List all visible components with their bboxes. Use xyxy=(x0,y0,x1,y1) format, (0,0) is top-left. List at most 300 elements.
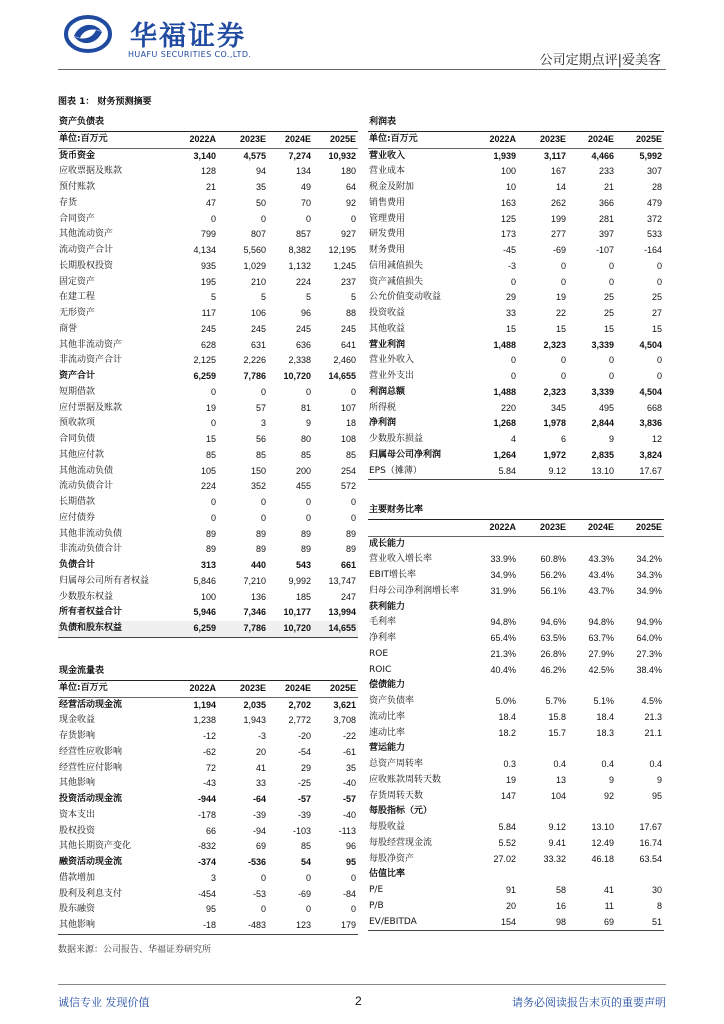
row-label: 长期股权投资 xyxy=(59,260,114,271)
row-value: 18.4 xyxy=(498,711,516,722)
row-value: 440 xyxy=(250,560,266,570)
row-label: 融资活动现金流 xyxy=(59,857,123,867)
row-value: 29 xyxy=(505,292,516,303)
row-value xyxy=(518,804,568,820)
row-value: 108 xyxy=(340,434,356,444)
table-row xyxy=(368,536,664,552)
company-name-cn: 华福证券 xyxy=(130,21,246,52)
row-value: 50 xyxy=(255,197,266,208)
row-value: -57 xyxy=(342,794,356,804)
table-row xyxy=(58,180,358,196)
table-row xyxy=(58,275,358,291)
table-row xyxy=(368,867,664,883)
row-label: 成长能力 xyxy=(369,538,406,549)
row-value: 106 xyxy=(250,308,266,318)
row-value: 9 xyxy=(305,418,311,429)
row-value: 4,504 xyxy=(639,339,663,350)
row-label: 每股经营现金流 xyxy=(369,837,433,848)
row-value: 9.12 xyxy=(548,822,566,832)
row-value: 94.6% xyxy=(540,617,566,628)
row-value: 22 xyxy=(555,308,566,318)
row-label: 资产合计 xyxy=(59,371,96,381)
row-value: 43.4% xyxy=(588,570,614,580)
row-value: 147 xyxy=(500,790,516,801)
row-value: 4.5% xyxy=(641,696,663,706)
row-value: 31.9% xyxy=(490,585,516,596)
row-value: 7,274 xyxy=(288,150,311,161)
table-row xyxy=(58,713,358,729)
table-row xyxy=(368,663,664,679)
row-value: 96 xyxy=(300,308,311,318)
row-value: 85 xyxy=(300,449,311,460)
row-value: 0 xyxy=(260,497,266,507)
row-value: 95 xyxy=(345,857,356,867)
row-value: -40 xyxy=(342,778,356,789)
row-value: 16 xyxy=(555,900,566,911)
row-value: 94.8% xyxy=(588,617,614,628)
row-value: 85 xyxy=(345,449,356,460)
row-value: -69 xyxy=(552,245,566,255)
row-value: 81 xyxy=(300,402,311,413)
row-label: 每股指标（元） xyxy=(369,806,433,817)
table-row xyxy=(58,212,358,228)
row-value: 27 xyxy=(652,308,663,318)
row-value: 25 xyxy=(603,308,614,318)
row-value: 3,824 xyxy=(639,449,663,460)
row-label: ROE xyxy=(369,648,389,659)
row-value: 807 xyxy=(250,229,266,240)
table-row xyxy=(58,855,358,871)
row-value: 6,259 xyxy=(168,621,218,637)
unit-header: 单位:百万元 xyxy=(58,680,168,697)
table-row xyxy=(368,401,664,417)
table-row xyxy=(368,448,664,464)
row-value: 1,029 xyxy=(243,260,266,271)
row-value: 154 xyxy=(468,915,518,931)
table-row xyxy=(368,726,664,742)
table-row xyxy=(368,883,664,899)
row-value: 12.49 xyxy=(591,837,614,848)
footer-divider xyxy=(58,984,666,985)
row-label: 少数股东权益 xyxy=(59,591,114,602)
row-value: 46.18 xyxy=(591,853,614,864)
row-value: 281 xyxy=(598,213,614,224)
row-value: 13,994 xyxy=(328,607,356,618)
row-label: 预收款项 xyxy=(59,418,96,429)
row-value: 70 xyxy=(300,197,311,208)
row-value: 42.5% xyxy=(588,664,614,675)
row-value: 95 xyxy=(205,904,216,915)
table-row xyxy=(58,887,358,903)
row-label: 存货影响 xyxy=(59,731,96,741)
row-label: 合同资产 xyxy=(59,213,96,224)
table-title: 利润表 xyxy=(368,115,664,131)
footer-disclaimer: 请务必阅读报告末页的重要声明 xyxy=(512,996,666,1009)
row-value: 628 xyxy=(200,339,216,350)
row-value: -39 xyxy=(252,809,266,820)
table-row xyxy=(58,385,358,401)
table-header-row xyxy=(58,131,358,148)
row-value xyxy=(468,536,518,552)
row-value: 533 xyxy=(647,229,663,240)
table-row xyxy=(368,306,664,322)
row-value: 631 xyxy=(250,339,266,350)
row-value: 2,702 xyxy=(288,699,311,710)
row-value: 7,786 xyxy=(218,621,268,637)
row-label: EPS（摊薄） xyxy=(368,464,468,480)
row-label: 营业外支出 xyxy=(369,371,415,381)
table-title-row xyxy=(58,115,358,131)
row-value: 46.2% xyxy=(540,664,566,675)
row-value xyxy=(468,867,518,883)
table-row xyxy=(368,789,664,805)
row-value: 0 xyxy=(560,371,566,381)
row-value: 91 xyxy=(505,885,516,895)
row-value: 100 xyxy=(200,591,216,602)
row-label: 毛利率 xyxy=(369,617,397,628)
row-value: 5 xyxy=(210,292,216,303)
row-value: 1,943 xyxy=(243,715,266,726)
row-value: 5 xyxy=(260,292,266,303)
row-label: 投资活动现金流 xyxy=(59,794,123,804)
table-row xyxy=(58,605,358,621)
row-value: 0 xyxy=(350,904,356,915)
row-value: -43 xyxy=(202,778,216,789)
row-value: 0 xyxy=(608,260,614,271)
row-value: 58 xyxy=(555,885,566,895)
row-value: 100 xyxy=(500,166,516,177)
row-value: 8,382 xyxy=(288,245,311,255)
row-value: 254 xyxy=(340,465,356,476)
row-value: 19 xyxy=(505,774,516,785)
row-label: 预付账款 xyxy=(59,182,96,192)
row-value: 92 xyxy=(603,790,614,801)
row-value: 224 xyxy=(200,481,216,492)
row-value: 5,846 xyxy=(193,575,216,586)
row-value: 10,932 xyxy=(328,150,356,161)
row-value: 0 xyxy=(350,872,356,883)
row-value: 5.7% xyxy=(545,696,566,706)
table-row xyxy=(368,290,664,306)
row-value: 64 xyxy=(345,182,356,192)
year-header: 2024E xyxy=(268,131,313,148)
table-row xyxy=(58,164,358,180)
table-row xyxy=(368,164,664,180)
figure-title: 图表 1： 财务预测摘要 xyxy=(58,97,152,107)
year-header: 2023E xyxy=(518,131,568,148)
table-row xyxy=(58,776,358,792)
row-label: 所有者权益合计 xyxy=(59,607,123,618)
row-label: 营业外收入 xyxy=(369,355,415,366)
row-value: 85 xyxy=(205,449,216,460)
row-label: 投资收益 xyxy=(369,308,406,318)
row-value: 2,835 xyxy=(591,449,614,460)
row-value: 104 xyxy=(550,790,566,801)
balance-sheet-table xyxy=(58,115,358,638)
row-label: 所得税 xyxy=(369,402,397,413)
table-row xyxy=(58,290,358,306)
row-value: 9,992 xyxy=(288,575,311,586)
row-label: 股权投资 xyxy=(59,825,96,836)
row-label: 存货周转天数 xyxy=(369,790,424,801)
row-value: 5,946 xyxy=(193,607,216,618)
row-value: 233 xyxy=(598,166,614,177)
row-label: 营业利润 xyxy=(369,339,406,350)
row-value xyxy=(616,536,664,552)
row-value: 89 xyxy=(205,528,216,539)
row-label: 合同负债 xyxy=(59,434,96,444)
row-label: 负债和股东权益 xyxy=(58,621,168,637)
row-value: 661 xyxy=(340,560,356,570)
row-value: 4,504 xyxy=(639,386,663,397)
row-value: 17.67 xyxy=(639,822,663,832)
row-value: -944 xyxy=(197,794,216,804)
row-value: 0 xyxy=(510,371,516,381)
row-label: 少数股东损益 xyxy=(369,434,424,444)
row-value: 7,210 xyxy=(243,575,266,586)
row-value: 125 xyxy=(500,213,516,224)
row-value: -107 xyxy=(595,245,614,255)
row-value: 18.2 xyxy=(498,727,516,738)
table-row xyxy=(58,824,358,840)
table-row xyxy=(368,180,664,196)
row-label: 公允价值变动收益 xyxy=(369,292,442,303)
row-value: -69 xyxy=(297,888,311,899)
year-header: 2024E xyxy=(568,519,616,536)
row-value xyxy=(518,741,568,757)
row-value: 199 xyxy=(550,213,566,224)
row-label: 信用减值损失 xyxy=(369,260,424,271)
row-label: 归属母公司净利润 xyxy=(369,449,442,460)
row-label: 应收账款周转天数 xyxy=(369,774,442,785)
table-row xyxy=(368,568,664,584)
row-value: 41 xyxy=(603,885,614,895)
row-value: 0 xyxy=(560,355,566,366)
table-row xyxy=(58,511,358,527)
row-value: 495 xyxy=(598,402,614,413)
row-label: 归母公司净利润增长率 xyxy=(369,585,460,596)
row-value: 12,195 xyxy=(328,245,356,255)
row-value: 0.4 xyxy=(601,759,614,769)
row-value: -39 xyxy=(297,809,311,820)
row-value: 16.74 xyxy=(639,837,663,848)
row-value: 8 xyxy=(657,900,663,911)
row-value: 220 xyxy=(500,402,516,413)
row-label: 非流动资产合计 xyxy=(59,355,123,366)
row-label: 短期借款 xyxy=(59,386,96,397)
row-value: 89 xyxy=(300,528,311,539)
row-value: 857 xyxy=(295,229,311,240)
row-label: 流动资产合计 xyxy=(59,245,114,255)
row-value: 0 xyxy=(305,386,311,397)
row-value: -45 xyxy=(502,245,516,255)
row-label: 其他应付款 xyxy=(59,449,105,460)
row-value: 89 xyxy=(345,528,356,539)
row-value: 15 xyxy=(555,323,566,334)
row-value: 0 xyxy=(305,213,311,224)
table-row xyxy=(58,353,358,369)
table-row xyxy=(368,552,664,568)
row-label: 应付票据及账款 xyxy=(59,402,123,413)
row-value: 0 xyxy=(260,904,266,915)
row-value: 43.7% xyxy=(588,585,614,596)
row-value: 3,708 xyxy=(333,715,356,726)
table-row xyxy=(368,416,664,432)
year-header: 2024E xyxy=(268,680,313,697)
row-value: 15 xyxy=(603,323,614,334)
row-label: 其他收益 xyxy=(369,323,406,334)
table-title-row xyxy=(368,503,664,519)
row-value: 56.2% xyxy=(540,570,566,580)
row-value: 0 xyxy=(260,872,266,883)
table-row xyxy=(368,148,664,164)
row-value: 51 xyxy=(616,915,664,931)
row-value: 30 xyxy=(652,885,663,895)
page-number: 2 xyxy=(355,994,362,1008)
row-value: 3,117 xyxy=(543,150,566,161)
row-value: 0 xyxy=(608,276,614,287)
row-value: 799 xyxy=(200,229,216,240)
row-value xyxy=(616,867,664,883)
row-value xyxy=(616,804,664,820)
row-value: 13 xyxy=(555,774,566,785)
row-value: 572 xyxy=(340,481,356,492)
year-header: 2024E xyxy=(568,131,616,148)
row-value: 34.3% xyxy=(636,570,663,580)
row-value: -18 xyxy=(168,918,218,934)
row-label: EBIT增长率 xyxy=(369,570,417,580)
row-value: 0 xyxy=(510,276,516,287)
row-label: 商誉 xyxy=(59,323,78,334)
row-label: P/B xyxy=(369,900,384,911)
table-row xyxy=(58,871,358,887)
header-divider xyxy=(58,69,666,70)
row-value: 543 xyxy=(295,560,311,570)
row-value: 5,560 xyxy=(243,245,266,255)
row-value: 245 xyxy=(340,323,356,334)
row-value: 18.3 xyxy=(596,727,614,738)
row-label: 借款增加 xyxy=(59,872,96,883)
row-value: 0 xyxy=(210,386,216,397)
row-value: 1,488 xyxy=(493,339,516,350)
row-label: 其他影响 xyxy=(59,778,96,789)
row-value: 89 xyxy=(300,544,311,555)
row-value: 28 xyxy=(652,182,663,192)
row-value xyxy=(468,678,518,694)
row-value: 307 xyxy=(647,166,663,177)
row-value: 935 xyxy=(200,260,216,271)
row-value: 17.67 xyxy=(616,464,664,480)
row-value: 1,972 xyxy=(543,449,566,460)
row-value: -164 xyxy=(644,245,663,255)
row-value: 20 xyxy=(255,746,266,757)
table-row xyxy=(58,196,358,212)
table-row xyxy=(58,745,358,761)
table-row xyxy=(368,322,664,338)
row-value: 40.4% xyxy=(490,664,516,675)
row-value: 94 xyxy=(255,166,266,177)
source-note: 数据来源：公司报告、华福证券研究所 xyxy=(58,945,212,955)
row-value: -61 xyxy=(342,746,356,757)
row-value: 26.8% xyxy=(540,648,566,659)
row-value: 98 xyxy=(518,915,568,931)
row-value: -54 xyxy=(297,746,311,757)
table-row xyxy=(368,836,664,852)
year-header: 2025E xyxy=(313,131,358,148)
table-row xyxy=(58,243,358,259)
table-title-row xyxy=(58,664,358,680)
table-title: 资产负债表 xyxy=(58,115,358,131)
row-value xyxy=(568,678,616,694)
table-row xyxy=(58,558,358,574)
row-value: 15 xyxy=(505,323,516,334)
row-label: 销售费用 xyxy=(369,197,406,208)
row-label: 速动比率 xyxy=(369,727,406,738)
row-value: 372 xyxy=(647,213,663,224)
row-value: 0 xyxy=(210,418,216,429)
row-value: 2,226 xyxy=(243,355,266,366)
row-value: 173 xyxy=(500,229,516,240)
row-value: 3,339 xyxy=(591,339,614,350)
row-value: 150 xyxy=(250,465,266,476)
row-label: 在建工程 xyxy=(59,292,96,303)
row-label: 现金收益 xyxy=(59,715,96,726)
year-header: 2025E xyxy=(616,131,664,148)
row-value: 33 xyxy=(505,308,516,318)
table-row xyxy=(368,678,664,694)
row-value: 0 xyxy=(657,276,663,287)
table-row xyxy=(58,148,358,164)
row-value: 6,259 xyxy=(193,371,216,381)
row-value: 13.10 xyxy=(591,822,614,832)
row-value xyxy=(568,536,616,552)
row-value xyxy=(616,600,664,616)
row-value: 9 xyxy=(657,774,663,785)
row-value: -62 xyxy=(202,746,216,757)
row-value: 210 xyxy=(250,276,266,287)
table-row xyxy=(368,757,664,773)
row-label: 营业收入 xyxy=(369,150,406,161)
row-value: 10 xyxy=(505,182,516,192)
table-row xyxy=(368,820,664,836)
row-value: 0 xyxy=(350,512,356,523)
row-label: 其他影响 xyxy=(58,918,168,934)
row-label: EV/EBITDA xyxy=(368,915,468,931)
row-label: P/E xyxy=(369,885,384,895)
income-statement-table xyxy=(368,115,664,480)
row-label: 每股净资产 xyxy=(369,853,415,864)
row-value: 10,177 xyxy=(283,607,311,618)
table-row xyxy=(58,792,358,808)
table-row xyxy=(368,353,664,369)
row-value: 89 xyxy=(255,528,266,539)
row-value: 3,140 xyxy=(193,150,216,161)
row-value xyxy=(518,536,568,552)
financial-ratios-table xyxy=(368,503,664,931)
table-row xyxy=(58,432,358,448)
row-value: 5.52 xyxy=(498,837,516,848)
row-value xyxy=(616,678,664,694)
row-value: 95 xyxy=(652,790,663,801)
row-value: 18.4 xyxy=(596,711,614,722)
row-value: 33.9% xyxy=(490,554,516,565)
row-value: 5.1% xyxy=(593,696,614,706)
row-value: 0 xyxy=(350,213,356,224)
row-value xyxy=(518,678,568,694)
row-value: 21.1 xyxy=(644,727,663,738)
row-value: 21 xyxy=(603,182,614,192)
row-label: 固定资产 xyxy=(59,276,96,287)
